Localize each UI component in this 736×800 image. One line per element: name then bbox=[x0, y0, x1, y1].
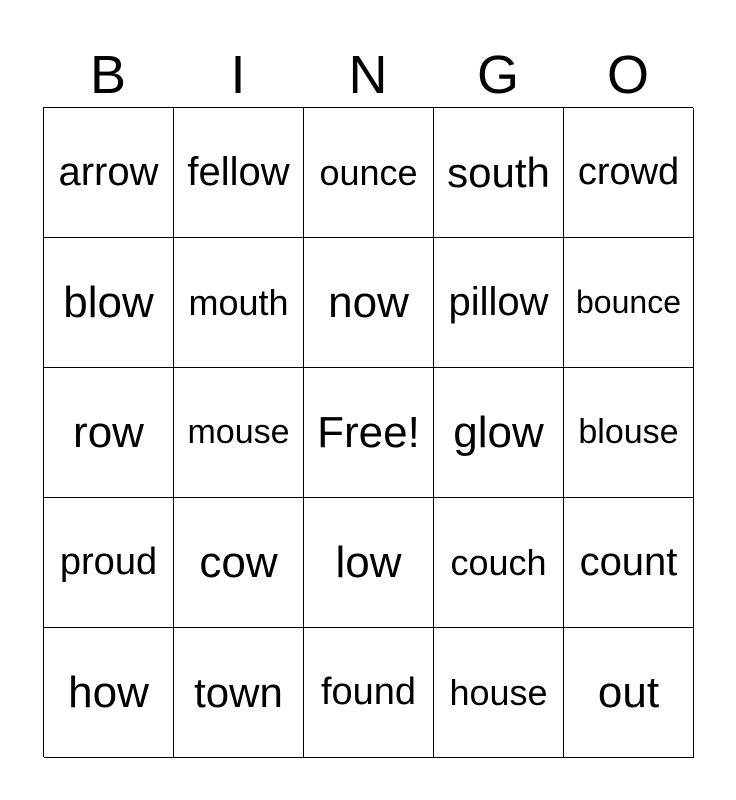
bingo-cell[interactable]: now bbox=[304, 238, 434, 368]
bingo-cell[interactable]: mouth bbox=[174, 238, 304, 368]
bingo-cell[interactable]: ounce bbox=[304, 108, 434, 238]
header-letter-i: I bbox=[230, 45, 246, 105]
bingo-cell[interactable]: mouse bbox=[174, 368, 304, 498]
bingo-cell[interactable]: blouse bbox=[564, 368, 694, 498]
bingo-cell[interactable]: town bbox=[174, 628, 304, 758]
header-letter-n: N bbox=[348, 45, 388, 105]
bingo-cell[interactable]: bounce bbox=[564, 238, 694, 368]
bingo-cell[interactable]: arrow bbox=[44, 108, 174, 238]
bingo-cell[interactable]: proud bbox=[44, 498, 174, 628]
bingo-cell[interactable]: crowd bbox=[564, 108, 694, 238]
bingo-cell[interactable]: glow bbox=[434, 368, 564, 498]
header-letter-o: O bbox=[606, 45, 649, 105]
bingo-cell[interactable]: pillow bbox=[434, 238, 564, 368]
bingo-cell[interactable]: couch bbox=[434, 498, 564, 628]
bingo-cell[interactable]: south bbox=[434, 108, 564, 238]
bingo-cell[interactable]: house bbox=[434, 628, 564, 758]
free-space-cell[interactable]: Free! bbox=[304, 368, 434, 498]
bingo-cell[interactable]: cow bbox=[174, 498, 304, 628]
bingo-cell[interactable]: fellow bbox=[174, 108, 304, 238]
bingo-cell[interactable]: row bbox=[44, 368, 174, 498]
bingo-cell[interactable]: out bbox=[564, 628, 694, 758]
header-letter-b: B bbox=[89, 45, 127, 105]
bingo-board bbox=[43, 107, 693, 757]
header-letter-g: G bbox=[476, 45, 519, 105]
bingo-cell[interactable]: count bbox=[564, 498, 694, 628]
bingo-header bbox=[43, 44, 693, 106]
bingo-cell[interactable]: found bbox=[304, 628, 434, 758]
bingo-cell[interactable]: blow bbox=[44, 238, 174, 368]
bingo-cell[interactable]: low bbox=[304, 498, 434, 628]
bingo-cell[interactable]: how bbox=[44, 628, 174, 758]
